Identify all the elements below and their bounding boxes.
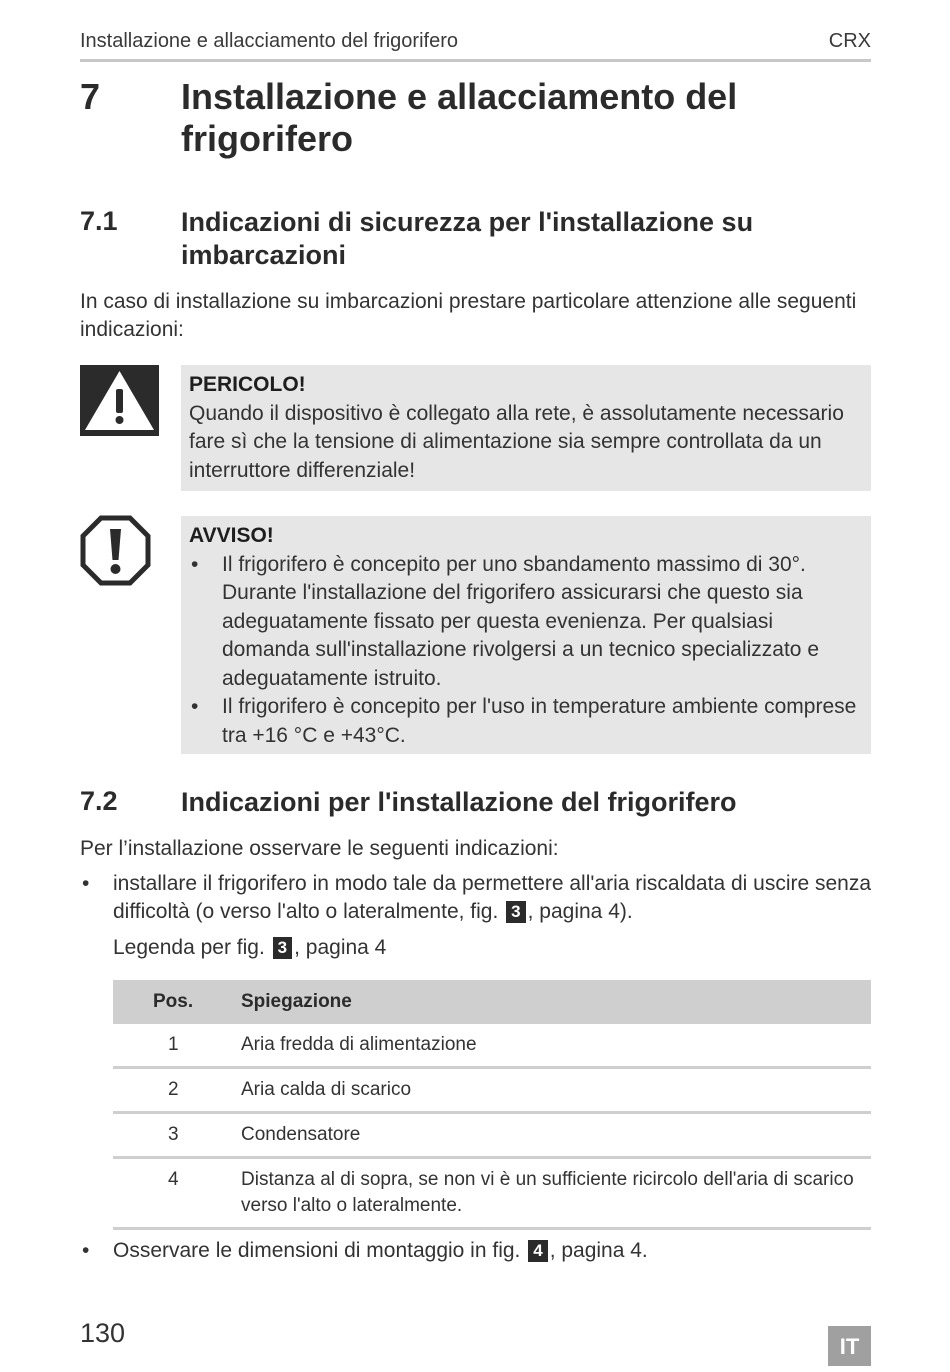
danger-title: PERICOLO! [189,373,306,396]
danger-text: Quando il dispositivo è collegato alla rete, è assolutamente necessario fare sì che la tensione di alimentazione sia sempre controllata da un interruttore differenziale! [189,401,844,482]
column-header-explanation: Spiegazione [241,980,871,1024]
notice-box [181,516,871,754]
notice-item [189,693,863,750]
mount-bullet-text-end: , pagina 4. [549,1239,648,1262]
chapter-number: 7 [80,76,101,117]
running-header [80,30,871,62]
legend-caption-end: , pagina 4 [294,936,387,959]
cell-pos: 1 [113,1024,241,1068]
section-7-1-number: 7.1 [80,206,118,236]
section-7-2-title: Indicazioni per l'installazione del frigorifero [181,787,737,817]
notice-item [189,551,863,694]
bullet: • [191,552,199,576]
figure-reference[interactable]: 4 [528,1240,547,1262]
language-tab: IT [828,1326,871,1366]
cell-pos: 4 [113,1158,241,1229]
cell-explanation: Distanza al di sopra, se non vi è un sufficiente ricircolo dell'aria di scarico verso l'alto o lateralmente. [241,1158,871,1229]
cell-explanation: Aria fredda di alimentazione [241,1024,871,1068]
section-7-1-intro: In caso di installazione su imbarcazioni prestare particolare attenzione alle seguenti indicazioni: [80,290,857,341]
notice-item-text: Il frigorifero è concepito per l'uso in temperature ambiente comprese tra +16 °C e +43°C. [222,695,857,747]
warning-triangle-icon [80,365,159,441]
notice-item-text: Il frigorifero è concepito per uno sbandamento massimo di 30°. Durante l'installazione del frigorifero assicurarsi che questo sia adeguatamente fissato per questa evenienza. Per qualsiasi domanda sull'installazione rivolgersi a un tecnico specializzato e adeguatamente istruito. [222,552,820,690]
bullet: • [191,695,199,718]
bullet: • [82,1239,90,1262]
section-7-2-intro: Per l’installazione osservare le seguenti indicazioni: [80,837,559,860]
table-header-row [113,980,871,1024]
figure-reference[interactable]: 3 [273,937,292,959]
column-header-pos: Pos. [113,980,241,1024]
legend-table [113,980,871,1230]
cell-explanation: Aria calda di scarico [241,1068,871,1113]
mount-bullet [80,1237,875,1265]
cell-explanation: Condensatore [241,1113,871,1158]
table-row [113,1068,871,1113]
header-section-title: Installazione e allacciamento del frigorifero [80,30,458,52]
notice-title: AVVISO! [189,524,274,547]
table-row [113,1158,871,1229]
danger-box [181,365,871,491]
table-row [113,1024,871,1068]
legend-caption-text: Legenda per fig. [113,936,265,959]
bullet: • [82,872,90,895]
section-7-1-title: Indicazioni di sicurezza per l'installazione su imbarcazioni [181,207,754,270]
cell-pos: 2 [113,1068,241,1113]
install-bullet-text-end: , pagina 4). [527,900,633,923]
mount-bullet-text: Osservare le dimensioni di montaggio in fig. [113,1239,521,1262]
cell-pos: 3 [113,1113,241,1158]
chapter-title: Installazione e allacciamento del frigorifero [181,76,738,159]
install-bullet [80,870,875,926]
figure-reference[interactable]: 3 [506,901,525,923]
notice-octagon-icon [80,515,151,591]
notice-list [189,551,863,751]
mount-bullet-list [80,1237,875,1265]
install-bullet-list [80,870,875,926]
install-bullet-text: installare il frigorifero in modo tale da permettere all'aria riscaldata di uscire senza difficoltà (o verso l'alto o lateralmente, fig. [113,872,872,923]
header-model: CRX [828,30,871,52]
page-number: 130 [80,1318,126,1348]
table-row [113,1113,871,1158]
legend-caption [113,934,853,962]
section-7-2-number: 7.2 [80,786,118,816]
